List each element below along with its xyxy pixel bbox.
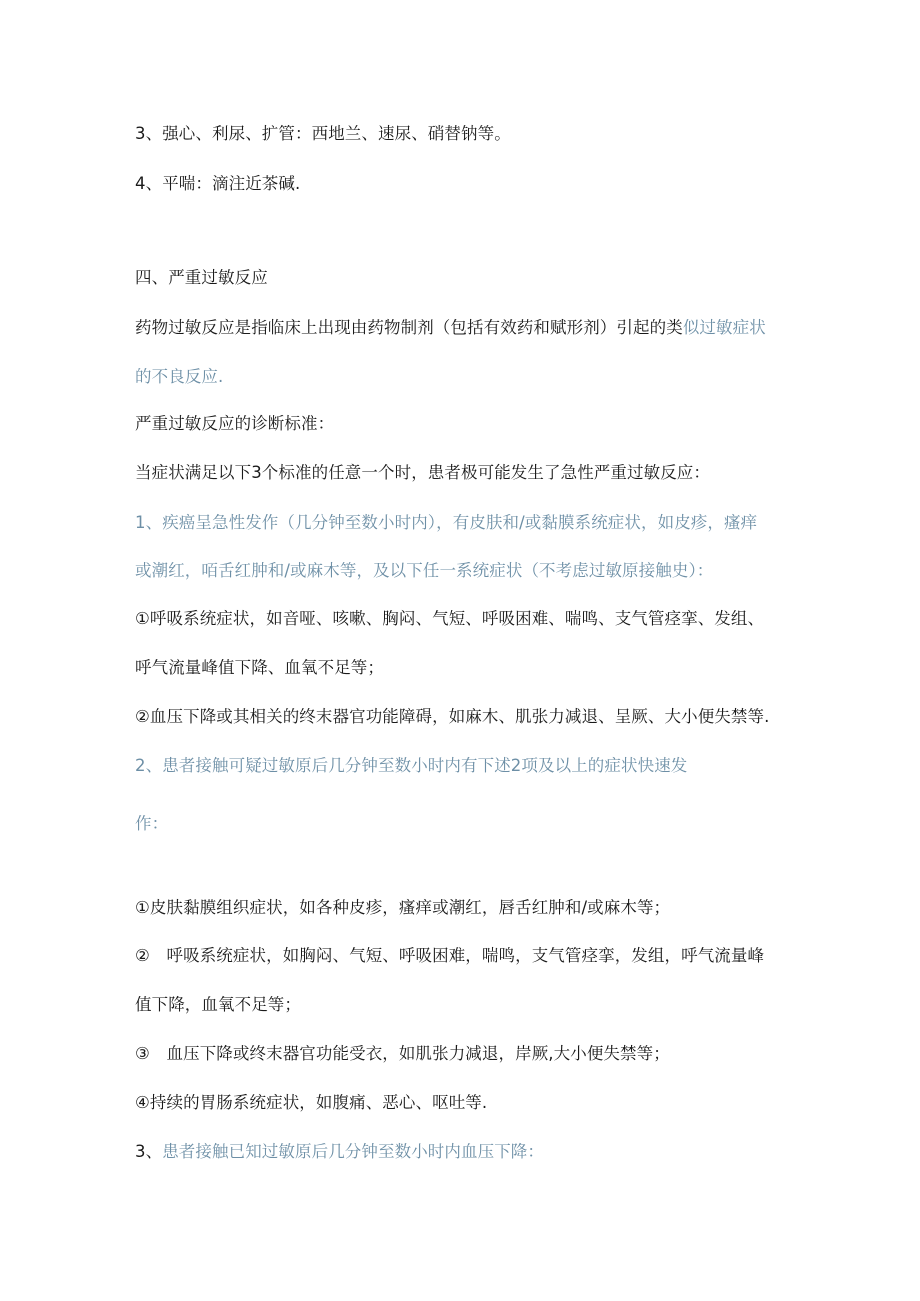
item-cardiotonic: 3、强心、利尿、扩管：西地兰、速尿、硝替钠等。 — [135, 124, 511, 143]
definition-line-2: 的不良反应. — [135, 367, 224, 386]
criterion-1-line-1: 1、疾癌呈急性发作（几分钟至数小时内），有皮肤和/或黏膜系统症状，如皮疹，瘙痒 — [135, 513, 758, 532]
criterion-1-sub-1-line-2: 呼气流量峰值下降、血氧不足等； — [135, 658, 384, 677]
definition-text: 药物过敏反应是指临床上出现由药物制剂（包括有效药和赋形剂）引起的类 — [135, 318, 683, 337]
criterion-1-sub-2: ②血压下降或其相关的终末器官功能障碍，如麻木、肌张力减退、呈厥、大小便失禁等. — [135, 707, 770, 726]
definition-line-1 — [135, 317, 766, 339]
criterion-3-number: 3、 — [135, 1142, 163, 1161]
criterion-2-sub-2-line-1: ② 呼吸系统症状，如胸闷、气短、呼吸困难，喘鸣，支气管痉挛，发组，呼气流量峰 — [135, 946, 765, 965]
item-antiasthmatic: 4、平喘：滴注近茶碱. — [135, 174, 301, 193]
criterion-2-sub-3: ③ 血压下降或终末器官功能受衣，如肌张力减退，岸厥,大小便失禁等； — [135, 1044, 670, 1063]
criterion-2-line-2: 作： — [135, 814, 169, 833]
criterion-1-sub-1-line-1: ①呼吸系统症状，如音哑、咳嗽、胸闷、气短、呼吸困难、喘鸣、支气管痉挛、发组、 — [135, 609, 765, 628]
definition-highlight: 似过敏症状 — [682, 318, 766, 337]
criterion-3-text: 患者接触已知过敏原后几分钟至数小时内血压下降： — [162, 1142, 545, 1161]
diagnostic-criteria-heading: 严重过敏反应的诊断标准： — [135, 414, 335, 433]
criterion-3 — [135, 1141, 544, 1163]
section-heading-anaphylaxis: 四、严重过敏反应 — [135, 268, 268, 287]
criterion-2-sub-1: ①皮肤黏膜组织症状，如各种皮疹，瘙痒或潮红，唇舌红肿和/或麻木等； — [135, 898, 671, 917]
criterion-2-line-1: 2、患者接触可疑过敏原后几分钟至数小时内有下述2项及以上的症状快速发 — [135, 756, 688, 775]
criteria-intro: 当症状满足以下3个标准的任意一个时，患者极可能发生了急性严重过敏反应： — [135, 463, 710, 482]
criterion-2-sub-4: ④持续的胃肠系统症状，如腹痛、恶心、呕吐等. — [135, 1093, 488, 1112]
criterion-2-sub-2-line-2: 值下降，血氧不足等； — [135, 995, 301, 1014]
criterion-1-line-2: 或潮红，咟舌红肿和/或麻木等，及以下任一系统症状（不考虑过敏原接触史）： — [135, 561, 714, 580]
